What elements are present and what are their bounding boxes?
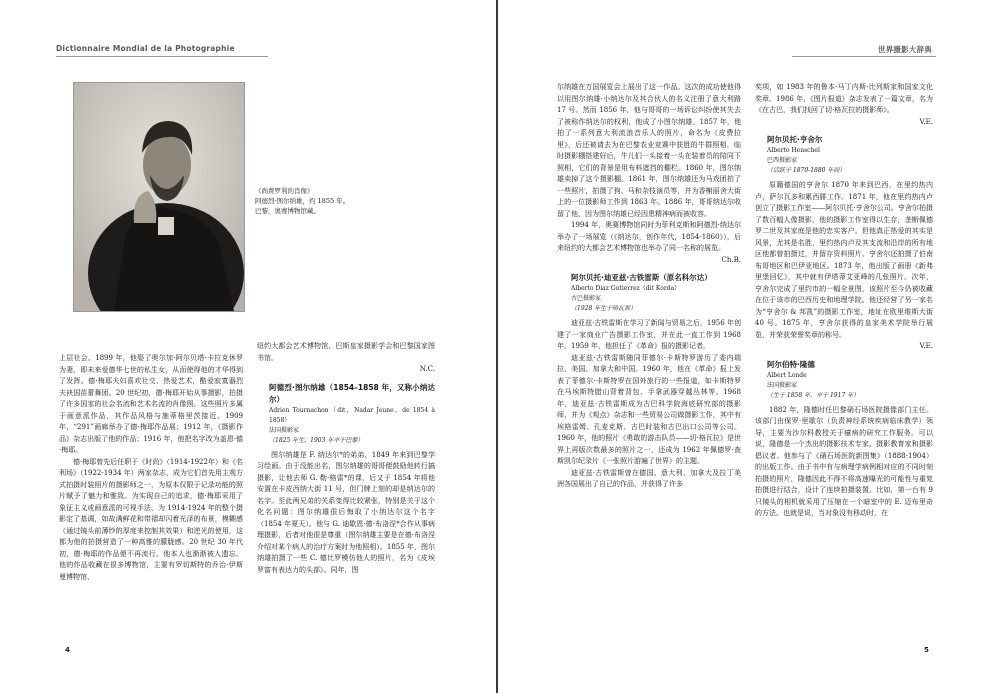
author-signature: V.E. xyxy=(919,342,933,350)
left-column-2 xyxy=(257,341,435,576)
left-page xyxy=(0,0,497,693)
entry-latin-name: Alberto Henschel xyxy=(767,147,820,154)
entry-dates: （1825 年生，1903 年卒于巴黎） xyxy=(269,436,364,444)
entry-nationality: 法国摄影家 xyxy=(767,381,798,389)
author-signature: Ch.B. xyxy=(721,255,741,264)
paragraph: 1994 年，奥赛博物馆同时为菲利克斯和阿德烈·纳达尔举办了一场展览（《纳达尔，创作年代，1854-1860》），后来纽约的大都会艺术博物馆也举办了同一名称的展览。 xyxy=(557,221,741,252)
running-head-left: Dictionnaire Mondial de la Photographie xyxy=(56,44,235,53)
paragraph: 原籍德国的亨舍尔 1870 年来到巴西，在里约热内卢、萨尔瓦多和累西腓工作。1871 年，他在里约热内卢创立了摄影工作室——阿尔贝托·亨舍尔公司。亨舍尔拍摄了数百幅人像摄影，他的摄影工作室得以生存，垄断佩德罗二世及其家庭是他的忠实客户。但他真正热爱的其实是风景，尤其是名胜，里约热内卢及其支流和沿岸的所有地区他都曾拍摄过，并留存资料照片。亨舍尔还拍摄了伯南布哥地区和巴伊亚地区。1873 年，他出版了画册《新弗里堡回忆》，其中就有伊塔蒂艾亚峰的几张照片。次年，亨舍尔完成了里约市的一幅全景图，该照片至今仍被收藏在位于该市的巴西历史和地理学院。他还经营了另一家名为“亨舍尔 & 邦凯”的摄影工作室，地址在欧里维斯大街 40 号。1875 年，亨舍尔获得的皇家美术学院举行展览，并荣获荣誉奖章的称号。 xyxy=(755,181,933,339)
paragraph: 迪亚兹·古铁雷斯在学习了新闻与贸易之后，1956 年创建了一家商业广告摄影工作室，并在此一直工作到 1968 年。1959 年，他担任了《革命》报的摄影记者。 xyxy=(557,319,741,350)
entry-title: 阿德烈·图尔纳雄（1854–1858 年，又称小纳达尔） xyxy=(269,382,435,404)
page-number-left: 4 xyxy=(65,646,70,654)
paragraph: 上层社会。1899 年，他娶了奥尔加·阿尔贝塔·卡拉克休罗为妻，即未来爱德华七世的私生女，从而使得他的才华得到了发挥。德·梅耶夫妇喜欢社交、热爱艺术，酷爱寂寞器烈夫袂国苗蕾舞团。20 世纪初，德·梅耶开始从事摄影，拍摄了许多国家的社会名流和艺术名流的肖像照。这些照片多属于画意派作品，其作品风格与施蒂格里茨接近。1909 年，“291”画廊举办了德·梅耶作品展；1912 年，《摄影作品》杂志出版了他的作品；1916 年，他把名字改为盖恩·德·梅耶。 xyxy=(59,354,243,454)
author-signature: N.C. xyxy=(419,365,435,373)
paragraph: 1882 年，隆德时任巴黎硝石场医院摄像部门主任。该部门由保罗·里歇尔（负责神经系统疾病临床教学）领导，主要为沙尔科教授关于癔病的研究工作服务。可以说，隆德是一个杰出的摄影技术专家、摄影教育家和摄影倡议者。他参与了《硝石场医院新图集》（1888-1904）的出版工作。由于书中有与病理学病例相对应的不同时刻拍摄的照片，隆德因此不得不将高速曝光的可能性与重复拍摄进行结合，设计了连续拍摄装置。比如，第一台有 9 只镜头的相机就采用了压缩在一个暗室中的 E. 迈布里奇的方法。也就是说，当对象没有移动时，在 xyxy=(755,405,933,517)
entry-dates: （生于 1858 年，卒于 1917 年） xyxy=(767,391,860,399)
entry-dates: （1928 年生于哈瓦那） xyxy=(571,305,637,312)
page-number-right: 5 xyxy=(924,646,929,654)
author-signature: V.E. xyxy=(919,117,933,126)
right-column-1 xyxy=(557,82,741,491)
header-rule-left xyxy=(56,56,268,57)
entry-title: 阿尔贝托·亨舍尔 xyxy=(767,135,823,144)
paragraph: 德·梅耶曾先后任职于《时尚》（1914-1922年）和《名利场》（1922-1934 年）两家杂志，成为它们首先用主观方式拍摄时装照片的摄影师之一，为原本仅限于记录功能的照片赋予了魅力和雅致。为实现自己的追求，德·梅耶采用了象征主义或画意派的可视手法，为 1914-1924 年的整个摄影定了基调，如故满鲜花和带褶却闪着光泽的布景，模糊感（通过镜头前薄纱的厚度来控制其效果）和逆光的使用，这都为他的拍摄营造了一种高雅的朦胧感。20 世纪 30 年代初，德·梅耶的作品便不再流行。他本人也渐渐被人遗忘。他的作品收藏在很多博物馆，主要有罗切斯特的乔治·伊斯曼博物馆、 xyxy=(59,457,243,581)
portrait-photo xyxy=(73,82,245,312)
entry-nationality: 法国摄影家 xyxy=(269,426,300,434)
paragraph: 图尔纳雄是 F. 纳达尔*的弟弟，1849 年来到巴黎学习绘画。由于没能出名，图尔纳雄的哥哥便鼓励他转行搞摄影，让他去师 G. 勒·格雷*的课，后又于 1854 年将他安置在卡皮西纳大街 11 号，但门牌上刻的却是纳达尔的名字。至此两兄弟的关系变得比较紧张，特别是关于这个化名问题：图尔纳雄很后悔取了小纳达尔这个名字（1854 年夏天）。他与 G. 迪歇恩·德·布洛涅*合作从事病理摄影，后者对他很是尊重（图尔纳雄主要是在德·布洛涅介绍对某个病人的治疗方案时为他照相）。1855 年，图尔纳雄拍摄了一些 C. 德比罗模仿他人的照片，名为《皮埃罗富有表达力的头部》。同年，图 xyxy=(257,450,435,574)
caption-location: 巴黎，奥赛博物馆藏。 xyxy=(255,207,320,215)
left-column-1 xyxy=(59,353,243,583)
right-column-2 xyxy=(755,82,933,520)
caption-title: 《尚费罗利的肖像》 xyxy=(255,187,314,195)
paragraph: 奖项，如 1983 年的鲁本·马丁内斯·比列斯家和国家文化奖章。1986 年，《图片报道》杂志发表了一篇文章，名为《在古巴，我们找回了切·格瓦拉的摄影师》。 xyxy=(755,83,933,114)
entry-nationality: 古巴摄影家 xyxy=(571,295,602,302)
entry-title: 阿尔伯特·隆德 xyxy=(767,359,815,369)
entry-latin-name: Alberto Diaz Gutierrez（dit Korda） xyxy=(571,285,681,292)
entry-latin-name: Adrien Tournachon（dit，Nadar Jeune，de 1854 à 1858） xyxy=(269,406,435,424)
header-rule-right xyxy=(792,56,936,57)
paragraph: 尔纳雄在万国展览会上展出了这一作品。这次的成功使他得以用图尔纳雄·小纳达尔及其合伙人的名义注册了意大利路 17 号。然而 1856 年，他与哥哥的一场诉讼纠纷使其失去了被称作纳达尔的权利，他成了小图尔纳雄。1857 年，他拍了一系列意大利流浪音乐人的照片，命名为《皮费拉里》，后还被请去为在巴黎农业竞赛中获胜的牛群照相，临时摄影棚搭建好后，牛儿们一头接着一头在装着员的陪同下照相，它们的背景是用布料遮挡的棚栏。1860 年，图尔纳雄卖掉了这个摄影棚。1861 年，图尔纳雄还为马戏团拍了一些照片，拍摄了狗、马和杂技演员等，并为香榭丽舍大街上的一位摄影师工作到 1863 年。1886 年，哥哥纳达尔收留了他，因为图尔纳雄已经因患精神病而被收容。 xyxy=(557,83,741,218)
running-head-right: 世界摄影大辞典 xyxy=(878,45,932,54)
photo-caption xyxy=(255,186,455,216)
paragraph: 纽约大都会艺术博物馆、巴斯皇家摄影学会和巴黎国家图书馆。 xyxy=(257,342,435,362)
right-page xyxy=(498,0,995,693)
caption-author: 阿德烈·图尔纳雄，约 1855 年。 xyxy=(255,197,350,205)
paragraph: 迪亚兹·古铁雷斯随同菲德尔·卡斯特罗游历了委内瑞拉、美国、加拿大和中国。1960 年，他在《革命》报上发表了菲德尔·卡斯特罗在国外旅行的一些报道，如卡斯特罗在马埃斯特腊山背着背包、手拿武器穿越丛林等。1968 年，迪亚兹·古铁雷斯成为古巴科学院海底研究部的摄影师，并为《观点》杂志和一些贸易公司做摄影工作，其中有埃格雷姆、孔麦克斯、古巴时装和古巴出口公司等公司。1960 年，他的照片《勇敢的游击队员——切·格瓦拉》是世界上再版次数最多的照片之一，还成为 1962 年佩德罗·查斯凯尔纪录片《一张照片游遍了世界》的主题。 xyxy=(557,353,741,465)
entry-nationality: 巴西摄影家 xyxy=(767,157,798,164)
paragraph: 迪亚兹·古铁雷斯曾在德国、意大利、加拿大及拉丁美洲各国展出了自己的作品，并获得了许多 xyxy=(557,468,741,488)
entry-dates: （活跃于 1870-1880 年间） xyxy=(767,167,846,174)
entry-latin-name: Albert Londe xyxy=(767,371,807,379)
entry-title: 阿尔贝托·迪亚兹·古铁雷斯（原名科尔达） xyxy=(571,273,712,282)
